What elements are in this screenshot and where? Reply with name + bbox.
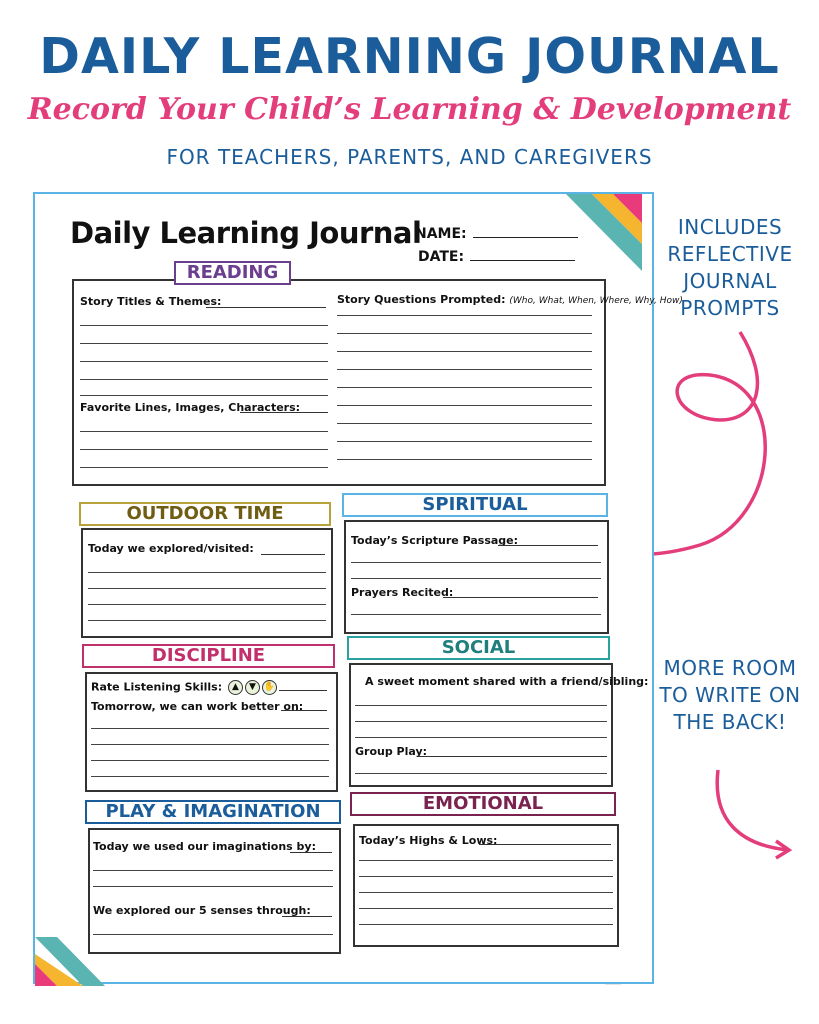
outdoor-title: OUTDOOR TIME [79, 502, 331, 526]
name-label: NAME: [415, 226, 467, 242]
date-field[interactable] [418, 249, 575, 265]
discipline-section [85, 672, 338, 792]
favorite-lines-label: Favorite Lines, Images, Characters: [80, 401, 301, 414]
social-title: SOCIAL [347, 636, 610, 660]
discipline-title: DISCIPLINE [82, 644, 335, 668]
explored-label: Today we explored/visited: [88, 542, 254, 555]
story-questions-label: Story Questions Prompted: (Who, What, When, Where, Why, How) [337, 293, 683, 306]
senses-label: We explored our 5 senses through: [93, 904, 311, 917]
scripture-label: Today’s Scripture Passage: [351, 534, 519, 547]
rate-listening-label: Rate Listening Skills: ▲ ▼ ✋ [91, 680, 276, 694]
hand-icon[interactable]: ✋ [262, 680, 277, 695]
spiritual-section [344, 520, 609, 634]
highs-lows-label: Today’s Highs & Lows: [359, 834, 498, 847]
prayers-label: Prayers Recited: [351, 586, 454, 599]
reading-title: READING [174, 261, 291, 285]
sheet-title: Daily Learning Journal [70, 216, 422, 250]
play-title: PLAY & IMAGINATION [85, 800, 341, 824]
social-section [349, 663, 649, 787]
back-arrow-head [776, 841, 789, 858]
page-subtitle: Record Your Child’s Learning & Development [27, 92, 792, 127]
group-play-label: Group Play: [355, 745, 428, 758]
date-label: DATE: [418, 249, 465, 265]
sweet-moment-label: A sweet moment shared with a friend/sibling: [365, 675, 649, 688]
back-arrow [717, 770, 788, 850]
emotional-section [353, 824, 619, 947]
back-callout: MORE ROOM TO WRITE ON THE BACK! [659, 656, 801, 734]
thumbs-down-icon[interactable]: ▼ [245, 680, 260, 695]
name-field[interactable] [415, 226, 578, 242]
prompts-callout: INCLUDES REFLECTIVE JOURNAL PROMPTS [667, 215, 793, 320]
emotional-title: EMOTIONAL [350, 792, 616, 816]
journal-sheet [33, 192, 683, 984]
tomorrow-label: Tomorrow, we can work better on: [91, 700, 304, 713]
thumbs-up-icon[interactable]: ▲ [228, 680, 243, 695]
outdoor-section [81, 528, 333, 638]
page-title: DAILY LEARNING JOURNAL [39, 28, 780, 85]
imaginations-label: Today we used our imaginations by: [93, 840, 316, 853]
play-section [88, 828, 341, 954]
audience-line: FOR TEACHERS, PARENTS, AND CAREGIVERS [166, 145, 653, 169]
reading-section [72, 279, 683, 486]
story-titles-label: Story Titles & Themes: [80, 295, 222, 308]
spiritual-title: SPIRITUAL [342, 493, 608, 517]
